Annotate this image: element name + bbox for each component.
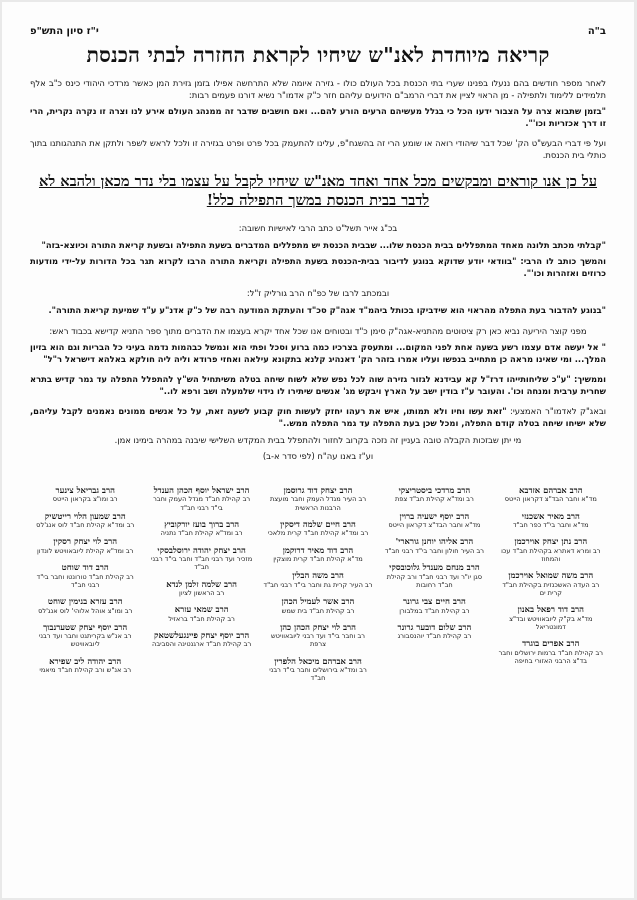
signatory-title: רב ומו"צ בקראון הייטס — [52, 495, 118, 504]
signatory — [146, 519, 256, 538]
signatory — [379, 596, 489, 615]
signatory-name: הרב אפרים בוגרד — [522, 638, 580, 649]
admur-intro: ובאג"ק לאדמו"ר האמצעי: — [510, 406, 606, 417]
signatory — [496, 536, 606, 563]
tanya-quote: " אל יעשה אדם עצמו רשע בשעה אחת לפני המקום... ומתעסק בצרכיו כמה ברוע וסכל ופתי הוא ונמשל כבהמות נדמה בעיני כל הבריות וגם הוא בזיון המלך... ומי שאינו מראה כן מתחייב בנפשו ועליו אמרו בזהר הק' דאנהיג קלנא בתקונא עילאה ואחזי פרודא וליה ליה חולקא באלהא דישראל ר"ל" — [30, 342, 606, 364]
signatory-name: הרב יוסף יצחק שטערנבוך — [43, 621, 128, 632]
signatory — [30, 485, 140, 504]
signatory-name: הרב דוד שוחט — [61, 562, 109, 573]
signatory — [379, 511, 489, 530]
signatory-title: רב קהילת חב"ד במלבורן — [399, 606, 470, 615]
signatory-title: רב ומרא דאתרא בקהילת חב"ד עכו והמחוז — [501, 546, 601, 564]
signatory-title: רב העדה האשכנזית בקהילת חב"ד קרית ים — [502, 580, 600, 598]
signatory — [263, 485, 373, 512]
signatory-title: רב ומד"א קהילת ליובאוויטש לונדון — [37, 546, 134, 555]
tanya-continuation: וממשיך: "ע"כ שליחותייהו דרז"ל קא עבידנא לגזור גזירה שוה לכל נפש שלא לשוח שיחה בטלה משיתחיל הש"ץ להתפלל התפלה עד גמר קדיש בתרא שחרית ערבית ומנחה וכו'. והעובר ע"ז בודין ישב על הארץ ויבקש מג' אנשים שיתירו לו נידוי שלמעלה ושב ורפא לו.." — [30, 374, 606, 396]
signatory — [496, 638, 606, 665]
admur-quote: "זאת עשו וחיו ולא תמותו, איש את רעהו יחזק לעשות חוק קבוע לשעה זאת, על כל אנשים ממונים נאמנים לקבל עליהם, שלא ישיחו שיחה בטלה קודם התפלה, ומכל שכן בעת התפלה עד גמר התפלה ממש.." — [30, 406, 606, 429]
signatory-title: מד"א וחבר הבד"צ דקראון הייטס — [504, 495, 597, 504]
signatory-name: הרב יוסף ישעיה ברוין — [399, 510, 470, 521]
signatory-title: רב קהילת חב"ד ארגנטינה והסביבה — [152, 640, 252, 649]
signatory-name: הרב ברוך בועז יורקוביץ — [164, 518, 240, 529]
signatory-title: רב קהילת חב"ד מגדל העמק וחבר בי"ד רבני חב"ד — [153, 495, 251, 512]
signatory-title: מד"א קהילת חב"ד קרית מוצקין — [273, 555, 363, 564]
signatory-name: הרב מאיר אשכנזי — [521, 510, 580, 521]
bsd-mark: ב"ה — [587, 26, 606, 37]
signatory-name: הרב חיים שלמה דיסקין — [280, 518, 356, 529]
signatory — [30, 656, 140, 675]
signatories-column-1 — [496, 485, 606, 690]
signatory — [146, 630, 256, 649]
signatory — [496, 511, 606, 530]
signatory — [146, 604, 256, 623]
rambam-quote: "בזמן שתבוא צרה על הצבור ידעו הכל כי בגלל מעשיהם הרעים הורע להם... ואם חושבים שדבר זה ממנהג העולם אירע לנו וצרה זו נקרה נקרית, הרי זו דרך אכזריות וכו'". — [30, 106, 606, 128]
signatory — [30, 536, 140, 555]
tanya-intro: מפני קוצר היריעה נביא כאן רק ציטוטים מהתניא-אגה"ק סימן כ"ד ובטוחים אנו שכל אחד יקרא בעצמו את הדברים מתוך ספר התניא קדישא בכבוד ראש: — [49, 325, 587, 336]
signatory-name: הרב אברהם מיכאל הלפרין — [274, 655, 362, 666]
signatory-name: הרב נתן יצחק אוירכמן — [514, 536, 588, 547]
page-title: קריאה מיוחדת לאנ"ש שיחיו לקראת החזרה לבתי הכנסת — [86, 43, 550, 67]
signatory-name: הרב משה שמואל אוירכמן — [508, 570, 594, 581]
gurary-quote: "בנוגע להדבור בעת התפלה מהראוי הוא שידביקו בכותל ביהמ"ד אגה"ק סכ"ד והעתקת המודעה רבה של כ"ק אדנ"ע ע"ד שמיעת קריאת התורה". — [48, 304, 606, 315]
signatory — [496, 604, 606, 631]
signatory — [379, 485, 489, 504]
signatory-title: מזכיר ועד רבני חב"ד וחבר בי"ד רבני חב"ד — [151, 555, 253, 572]
signatory-title: רב קהילת חב"ד יוהנסבורג — [397, 632, 472, 641]
signatory-name: הרב מנחם מענדל גלוכובסקי — [389, 562, 480, 573]
signatories-column-3 — [263, 485, 373, 690]
signatory-name: הרב דוד מאיר דרוקמן — [282, 544, 354, 555]
signatories-grid — [30, 485, 606, 690]
signatory — [263, 622, 373, 649]
signatory-name: הרב יוסף יצחק פיינגעלשטאק — [154, 629, 250, 640]
signatories-column-5 — [30, 485, 140, 690]
signatory — [146, 485, 256, 512]
signatory-title: רב העיר חולון וחבר בי"ד רבני חב"ד — [384, 546, 484, 555]
signatory-name: הרב חיים צבי גרונר — [403, 596, 466, 607]
signatory — [30, 596, 140, 615]
signatory-title: סגן יו"ר ועד רבני חב"ד ורב קהילת חב"ד רחובות — [386, 572, 482, 589]
signatory — [496, 570, 606, 597]
signatory — [379, 622, 489, 641]
signatories-column-2 — [379, 485, 489, 690]
call-to-action: על כן אנו קוראים ומבקשים מכל אחד ואחד מאנ"ש שיחיו לקבל על עצמו בלי נדר מכאן ולהבא לא לדבר בבית הכנסת במשך התפילה כלל! — [38, 172, 598, 210]
signatory — [263, 596, 373, 615]
signatory-title: מד"א וחבר הבד"צ דקראון הייטס — [388, 521, 481, 530]
signatory-title: רב קהילת חב"ד ברמות ירושלים וחבר בד"צ הרבני האזורי בחיפה — [498, 648, 603, 665]
signatory-name: הרב דוד רפאל באנון — [517, 604, 584, 615]
signatory-title: רב העיר קרית גת וחבר בי"ד רבני חב"ד — [263, 580, 373, 589]
signatory-name: הרב משה הבלין — [292, 570, 344, 581]
signatory — [30, 622, 140, 649]
signatory-title: רב קהילת חב"ד טורונטו וחבר בי"ד רבני חב"ד — [36, 572, 134, 589]
signatory-name: הרב שלמה זלמן לנדא — [166, 578, 237, 589]
letter-quote: "קבלתי מכתב תלונה מאחד המתפללים בבית הכנסת שלו... שבבית הכנסת יש מתפללים המדברים בשעת התפילה ובשעת קריאת התורה וכיוצא-בזה" — [41, 239, 606, 250]
document-page — [2, 2, 634, 898]
signatory-title: רב ומד"א בירושלים וחבר בי"ד רבני חב"ד — [269, 666, 367, 683]
admur-paragraph — [30, 406, 606, 429]
signatory — [496, 485, 606, 504]
signatory-name: הרב לוי יצחק רסקין — [53, 536, 118, 547]
signatory-name: הרב אליהו יוחנן גורארי' — [395, 536, 474, 547]
signatory — [379, 562, 489, 589]
signatories-column-4 — [146, 485, 256, 690]
signatory-name: הרב יצחק יהודה ירוסלבסקי — [157, 544, 246, 555]
signatory-name: הרב יהודה ליב שפירא — [49, 655, 122, 666]
signatory — [30, 562, 140, 589]
signatory-name: הרב שלום דובער גרונר — [397, 621, 472, 632]
intro-paragraph: לאחר מספר חודשים בהם ננעלו בפנינו שערי בתי הכנסת בכל העולם כולו - גזירה איומה שלא התרחשה אפילו בזמן גזירת המן כאשר מרדכי היהודי כינס כ"ב אלף תלמידים ללימוד ולתפילה - מן הראוי לציין את דברי הרמב"ם הידועים עליהם חזר כ"ק אדמו"ר נשיא דורנו פעמים רבות: — [30, 78, 606, 100]
signatory — [263, 656, 373, 683]
signatory-name: הרב אשר לעמיל הכהן — [281, 596, 355, 607]
signatory-name: הרב ישראל יוסף הכהן הענדל — [153, 484, 250, 495]
signatory-title: רב ומד"א קהילת חב"ד לוס אנג'לס — [36, 521, 135, 530]
signatory — [263, 519, 373, 538]
signatory-title: מד"א וחבר בי"ד כפר חב"ד — [513, 521, 589, 530]
signatory — [146, 579, 256, 598]
signatory — [379, 536, 489, 555]
header-line — [30, 26, 606, 37]
signatory-title: רב ומד"א קהילת חב"ד נתניה — [160, 529, 243, 538]
signatory-title: רב אנ"ש ורב קהילת חב"ד מיאמי — [39, 666, 132, 675]
signatory-title: רב קהילת חב"ד בית שמש — [281, 606, 355, 615]
signatory-title: רב העיר מגדל העמק וחבר מועצת הרבנות הראשית — [269, 495, 367, 512]
signatory-title: רב אנ"ש בקריתגט וחבר ועד רבני ליובאוויטש — [38, 632, 132, 649]
letter-intro: בכ"ג אייר תשל"ט כתב הרבי לאישיות חשובה: — [238, 222, 398, 233]
signatory-title: רב הראשון לציון — [179, 589, 225, 598]
signatory-title: מד"א בק"ק ליובאוויטש ובד"צ דמונטריאל — [509, 614, 593, 631]
signatory — [263, 545, 373, 564]
signatory-name: הרב מרדכי ביסטריצקי — [398, 484, 471, 495]
signatory-title: רב ומד"א קהילת חב"ד קרית מלאכי — [267, 529, 369, 538]
signatory — [263, 570, 373, 589]
signatory-name: הרב עזרא בנימין שוחט — [47, 596, 123, 607]
signatory-title: רב ומו"צ אוהל אלוהי' לוס אנג'לס — [38, 606, 133, 615]
hebrew-date: י"ז סיון התש"פ — [30, 26, 99, 37]
signatory-name: הרב שמעון הלוי רייטשיק — [44, 510, 126, 521]
signatory-name: הרב שמאי עזרא — [174, 604, 229, 615]
gurary-intro: ובמכתב לרבו של כפ"ח הרב גורליק ז"ל: — [246, 288, 390, 299]
signatory-name: הרב יצחק דוד גרוסמן — [283, 484, 353, 495]
besht-paragraph: ועל פי דברי הבעש"ט הק' שכל דבר שיהודי רואה או שומע הרי זה בהשגח"פ, עלינו להתעמק בכל פרט ופרט בגזירה זו ולכל לראש לשפר ולתקן את התנהגותנו בתוך כותלי בית הכנסת. — [30, 138, 606, 160]
signatory-name: הרב לוי יצחק הכהן כהן — [280, 621, 356, 632]
signatory-name: הרב אברהם אזדבא — [519, 484, 583, 495]
signatory — [30, 511, 140, 530]
rebbe-continuation: והמשך כותב לו הרבי: "בוודאי יודע שדוקא בנוגע לדיבור בבית-הכנסת בשעת התפילה וקריאת התורה הרבו לקרוא תגר בכל הדורות על-ידי מודעות כרוזים ואזהרות וכו'". — [30, 256, 606, 278]
signatory-title: רב ומד"א קהילת חב"ד צפת — [394, 495, 474, 504]
closing-blessing: מי יתן שבזכות הקבלה טובה בעניין זה נזכה בקרוב לחזור ולהתפלל בבית המקדש השלישי שיבנה במהרה בימינו אמן. — [114, 434, 522, 445]
signatures-intro: וע"ז באנו עה"ח (לפי סדר א-ב) — [262, 451, 374, 462]
signatory-name: הרב גבריאל צינער — [55, 484, 115, 495]
signatory-title: רב קהילת חב"ד בראזיל — [168, 614, 235, 623]
signatory — [146, 545, 256, 572]
signatory-title: רב וחבר בי"ד ועד רבני ליובאוויטש צרפת — [271, 632, 365, 649]
